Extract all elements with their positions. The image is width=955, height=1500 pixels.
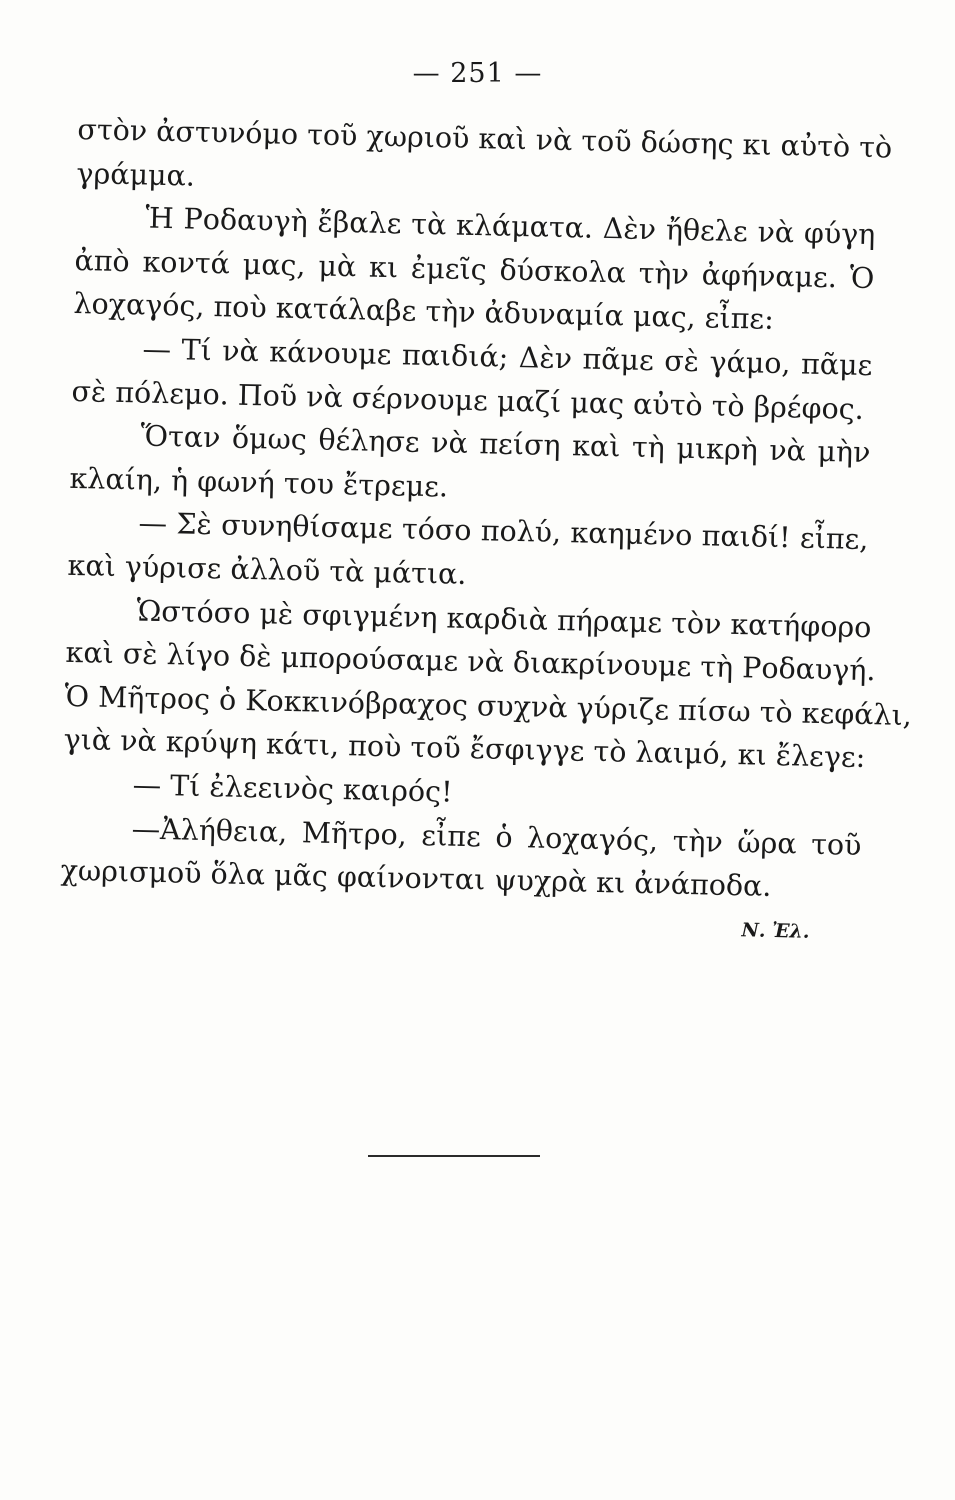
text-line: γράμμα. xyxy=(76,156,196,193)
text-line: — Σὲ συνηθίσαμε τόσο πολύ, καημένο παιδί! εἶπε, xyxy=(138,506,869,557)
text-line: —Ἀλήθεια, Μῆτρο, εἶπε ὁ λοχαγός, τὴν ὥρα τοῦ xyxy=(131,811,862,862)
author-signature: Ν. Ἐλ. xyxy=(741,918,810,943)
text-line: σὲ πόλεμο. Ποῦ νὰ σέρνουμε μαζί μας αὐτὸ τὸ βρέφος. xyxy=(71,374,865,426)
text-line: χωρισμοῦ ὅλα μᾶς φαίνονται ψυχρὰ κι ἀνάποδα. xyxy=(60,853,772,904)
section-divider xyxy=(368,1155,540,1157)
text-line: κλαίη, ἡ φωνή του ἔτρεμε. xyxy=(69,461,449,504)
text-line: καὶ γύρισε ἀλλοῦ τὰ μάτια. xyxy=(67,548,467,591)
text-line: καὶ σὲ λίγο δὲ μπορούσαμε νὰ διακρίνουμε τὴ Ροδαυγή. xyxy=(65,635,876,688)
page-number: — 251 — xyxy=(412,58,543,89)
text-line: γιὰ νὰ κρύψη κάτι, ποὺ τοῦ ἔσφιγγε τὸ λαιμό, κι ἔλεγε: xyxy=(63,723,866,775)
text-line: Ἡ Ροδαυγὴ ἔβαλε τὰ κλάματα. Δὲν ἤθελε νὰ φύγη xyxy=(145,201,876,252)
text-line: λοχαγός, ποὺ κατάλαβε τὴν ἀδυναμία μας, εἶπε: xyxy=(73,287,775,337)
text-line: στὸν ἀστυνόμο τοῦ χωριοῦ καὶ νὰ τοῦ δώσης κι αὐτὸ τὸ xyxy=(77,112,893,165)
text-line: — Τί ἐλεεινὸς καιρός! xyxy=(132,768,453,809)
story-text xyxy=(59,108,913,953)
text-line: Ὁ Μῆτρος ὁ Κοκκινόβραχος συχνὰ γύριζε πίσω τὸ κεφάλι, xyxy=(64,679,913,732)
text-line: ἀπὸ κοντά μας, μὰ κι ἐμεῖς δύσκολα τὴν ἀφήναμε. Ὁ xyxy=(74,243,875,295)
text-line: Ὡστόσο μὲ σφιγμένη καρδιὰ πήραμε τὸν κατήφορο xyxy=(136,593,872,644)
text-line: Ὅταν ὅμως θέλησε νὰ πείση καὶ τὴ μικρὴ νὰ μὴν xyxy=(140,419,871,470)
text-line: — Τί νὰ κάνουμε παιδιά; Δὲν πᾶμε σὲ γάμο, πᾶμε xyxy=(142,332,873,383)
